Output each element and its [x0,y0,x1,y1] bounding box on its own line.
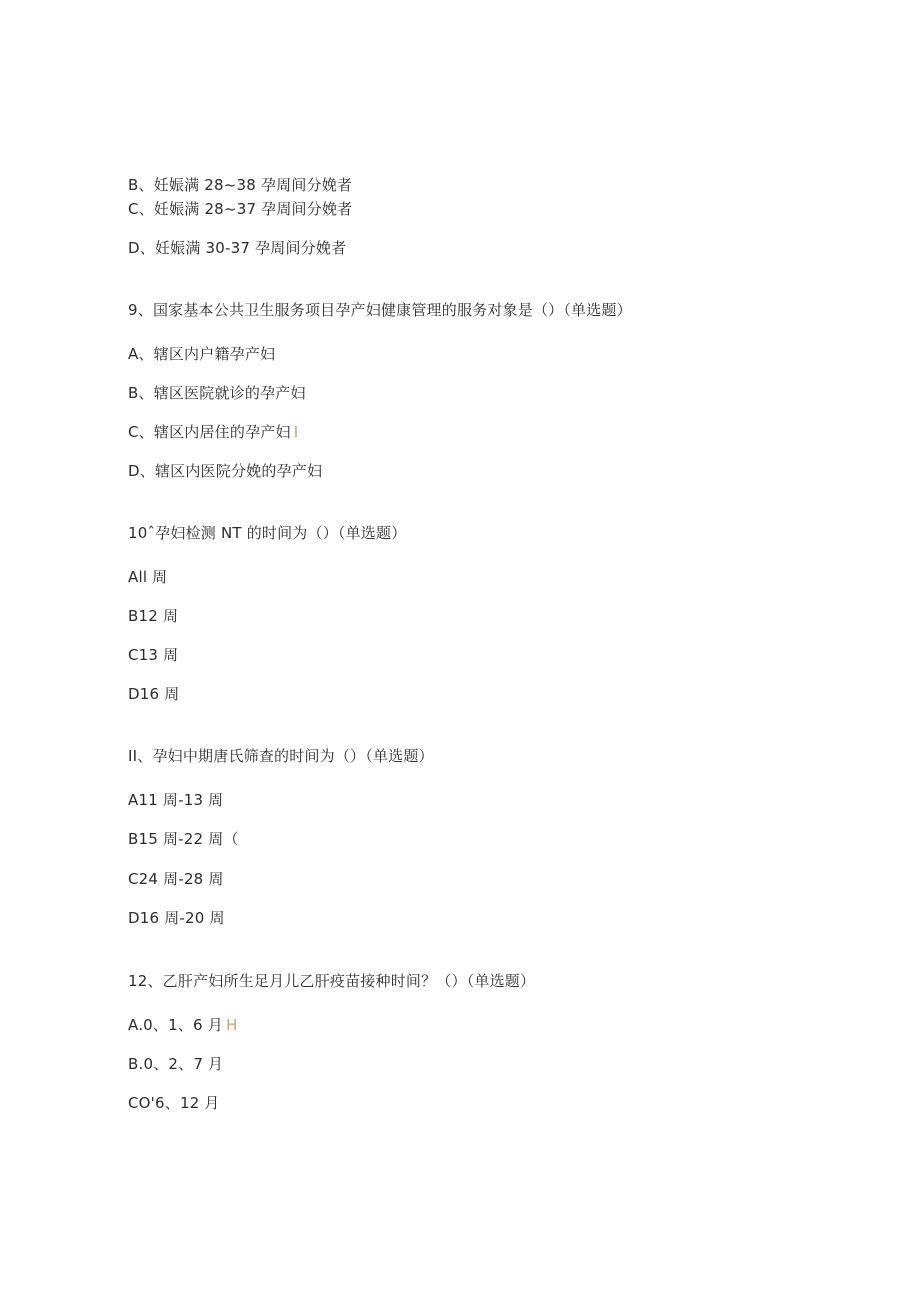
q12-option-c: CO'6、12 月 [128,1094,220,1112]
q12-option-a: A.0、1、6 月 [128,1016,223,1034]
q9-option-c: C、辖区内居住的孕产妇 [128,423,291,441]
q9-stray-mark: I [293,423,299,441]
q10-question: 10ˆ孕妇检测 NT 的时间为（）（单选题） [128,524,407,542]
q10-option-b: B12 周 [128,607,179,625]
q10-option-a: All 周 [128,568,168,586]
q9-option-b: B、辖区医院就诊的孕产妇 [128,384,306,402]
q8-option-d: D、妊娠满 30-37 孕周间分娩者 [128,239,347,257]
q9-option-c-row [128,422,298,442]
q12-question: 12、乙肝产妇所生足月儿乙肝疫苗接种时间？（）（单选题） [128,972,536,990]
q11-option-d: D16 周-20 周 [128,909,225,927]
q11-option-b: B15 周-22 周（ [128,830,239,848]
q9-option-d: D、辖区内医院分娩的孕产妇 [128,462,323,480]
q11-option-a: A11 周-13 周 [128,791,224,809]
q8-option-c: C、妊娠满 28~37 孕周间分娩者 [128,200,353,218]
q10-option-c: C13 周 [128,646,179,664]
q12-option-b: B.0、2、7 月 [128,1055,224,1073]
q12-stray-mark: H [225,1016,238,1034]
q12-option-a-row [128,1015,237,1035]
q10-option-d: D16 周 [128,685,180,703]
q8-option-b: B、妊娠满 28~38 孕周间分娩者 [128,176,353,194]
q9-question: 9、国家基本公共卫生服务项目孕产妇健康管理的服务对象是（）（单选题） [128,301,632,319]
q9-option-a: A、辖区内户籍孕产妇 [128,345,276,363]
q11-option-c: C24 周-28 周 [128,870,224,888]
q11-question: II、孕妇中期唐氏筛查的时间为（）（单选题） [128,747,434,765]
